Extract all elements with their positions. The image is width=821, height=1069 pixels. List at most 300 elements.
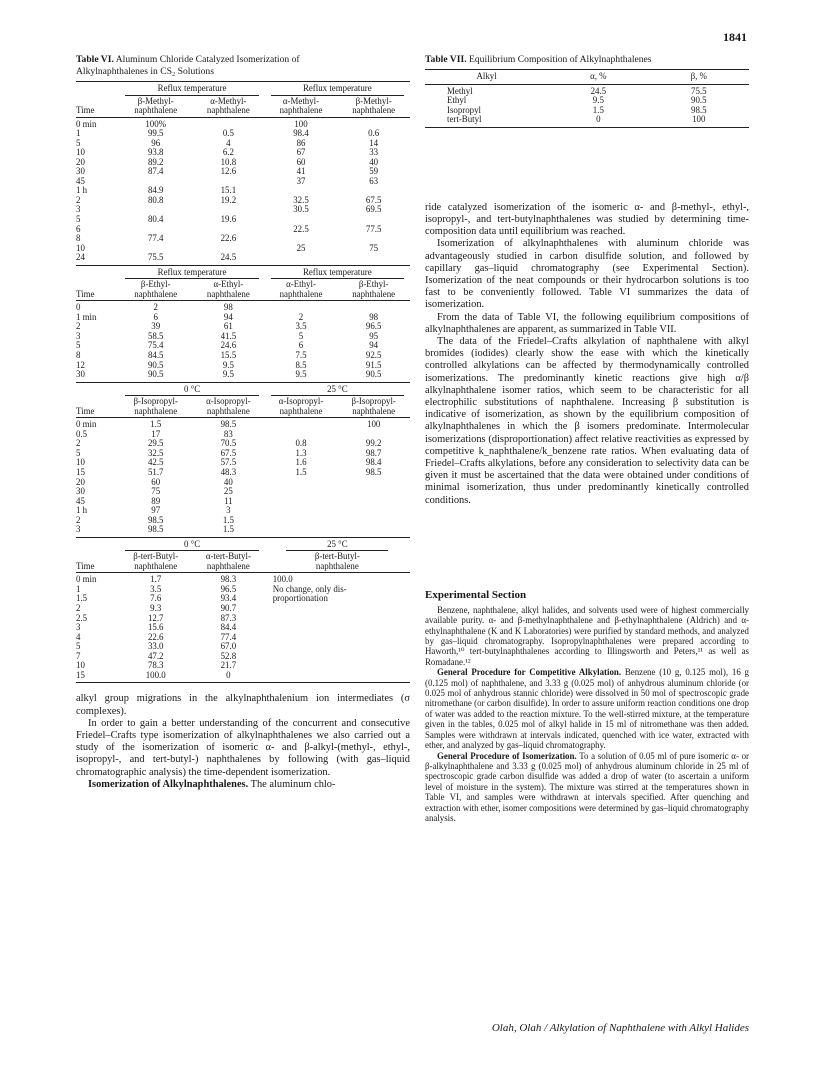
table7-alkyl-cell: Ethyl xyxy=(447,95,467,106)
table6-value-cell xyxy=(265,642,410,652)
table6-value-cell: 12.6 xyxy=(220,166,237,177)
table-row xyxy=(76,478,410,488)
table6-value-cell xyxy=(337,478,410,488)
table6-time-cell: 10 xyxy=(76,457,85,468)
table6-time-cell: 20 xyxy=(76,476,85,487)
table6-value-cell: 32.5 xyxy=(293,194,309,205)
table6-column-header-line1: β-Isopropyl- xyxy=(133,396,178,407)
table6-value-cell: 61 xyxy=(223,321,233,332)
table6-value-cell: 59 xyxy=(369,166,379,177)
table6-value-cell: 80.4 xyxy=(147,214,164,225)
table6-column-header-line2: naphthalene xyxy=(279,105,323,116)
table6-value-cell: 4 xyxy=(226,137,231,148)
table7-header-beta: β, % xyxy=(690,71,707,81)
table6-time-cell: 15 xyxy=(76,669,85,680)
table6-section-body xyxy=(76,117,410,265)
table6-value-cell: 98.3 xyxy=(220,574,237,585)
table-row xyxy=(76,361,410,371)
table6-column-header-line2: naphthalene xyxy=(206,105,250,116)
table6-value-cell: 17 xyxy=(151,428,161,439)
table6-section-4 xyxy=(76,538,410,684)
table6-column-header xyxy=(265,397,338,418)
table6-time-cell: 15 xyxy=(76,466,85,477)
table6-column-header xyxy=(337,397,410,418)
table6-value-cell: 0.5 xyxy=(222,128,234,139)
table6-value-cell: 25 xyxy=(296,242,306,253)
table6-value-cell: 8.5 xyxy=(295,359,307,370)
table6-time-cell: 30 xyxy=(76,166,85,177)
table6-value-cell: 98.5 xyxy=(220,419,237,430)
table6-group-header-label: Reflux temperature xyxy=(125,84,259,96)
table6-value-cell xyxy=(337,506,410,516)
table6-value-cell: 1.5 xyxy=(222,514,234,525)
table6-column-header-row xyxy=(76,97,410,118)
table6-value-cell: 9.3 xyxy=(150,602,162,613)
table6-value-cell: 52.8 xyxy=(220,650,237,661)
table7-caption-text: Equilibrium Composition of Alkylnaphthalenes xyxy=(469,54,652,65)
table7-header-alpha: α, % xyxy=(590,71,607,81)
experimental-heading: Experimental Section xyxy=(425,588,527,601)
table6-value-cell xyxy=(265,497,338,507)
table6-group-header-row xyxy=(76,266,410,281)
table7-caption xyxy=(425,54,749,66)
table6-section-3 xyxy=(76,383,410,538)
table6-value-cell: 98.5 xyxy=(147,524,164,535)
table6-section-body xyxy=(76,301,410,382)
table6-value-cell: 9.5 xyxy=(222,359,234,370)
table6-value-cell: 67.5 xyxy=(220,447,237,458)
table7-value-cell: 90.5 xyxy=(691,95,707,106)
table6-time-cell: 2 xyxy=(76,194,81,205)
table-row xyxy=(76,129,410,139)
table6-column-header-line2: naphthalene xyxy=(279,405,323,416)
table6-time-cell: 24 xyxy=(76,252,85,263)
table6-column-header-line2: naphthalene xyxy=(206,288,250,299)
table6-value-cell: 84.4 xyxy=(220,622,237,633)
table6-value-cell: 15.1 xyxy=(220,185,237,196)
table6-column-header-line2: naphthalene xyxy=(352,288,396,299)
table6-time-cell: 0 min xyxy=(76,118,97,129)
isomerization-run-head: Isomerization of Alkylnaphthalenes. xyxy=(88,778,249,790)
table6-value-cell: 22.6 xyxy=(147,631,164,642)
table6-value-cell: 78.3 xyxy=(147,660,164,671)
table6-value-cell: 25 xyxy=(223,486,233,497)
table6-value-cell: 90.5 xyxy=(365,369,382,380)
table6-time-cell: 6 xyxy=(76,223,81,234)
table6-value-cell: 86 xyxy=(296,137,306,148)
table7-value-cell: 9.5 xyxy=(592,95,604,106)
table6-time-cell: 0 xyxy=(76,302,81,313)
table-row xyxy=(76,573,410,585)
table-row xyxy=(76,671,410,683)
table6-value-cell xyxy=(337,516,410,526)
right-paragraph-4: The data of the Friedel–Crafts alkylation of naphthalene with alkyl bromides (iodides) clearly show the ease with which the kinetically controlled alkylations can be affected by thermodynamically controlled isomerizations. The predominantly kinetic reactions give high α/β alkylnaphthalene isomer ratios, which seem to be characteristic for all electrophilic substitutions of naphthalene. Increasing β substitution is indicative of isomerization, as shown by the equilibrium composition of alkylnaphthalenes in which the β isomers predominate. Intermolecular isomerizations (disproportionation) affect relative reactivities as expressed by competitive k_naphthalene/k_benzene rate ratios. When evaluating data of Friedel–Crafts alkylations, before any consideration to selectivity data can be given it must be ascertained that the data were obtained under conditions of minimal isomerization, thus under predominantly kinetically controlled conditions. xyxy=(425,335,749,506)
table6-value-cell: 41.5 xyxy=(220,330,237,341)
table6-value-cell: 1.6 xyxy=(295,457,307,468)
table6-value-cell: 63 xyxy=(369,175,379,186)
left-column xyxy=(76,54,410,791)
table6-time-cell: 20 xyxy=(76,156,85,167)
table6-time-header: Time xyxy=(76,405,95,416)
right-paragraph-2: Isomerization of alkylnaphthalenes with aluminum chloride was advantageously studied in carbon disulfide solution, and followed by capillary gas–liquid chromatography (see Experimental Section). Isomerization of the neat compounds or their hydrocarbon solutions is too fast to be conveniently followed. Table VI summarizes the data of isomerization. xyxy=(425,238,749,311)
table-row xyxy=(76,661,410,671)
table6-group-header-label: Reflux temperature xyxy=(271,268,405,280)
table6-value-cell xyxy=(265,478,338,488)
table6-column-header-line2: naphthalene xyxy=(134,288,178,299)
table6-time-cell: 30 xyxy=(76,486,85,497)
table6-time-cell: 10 xyxy=(76,147,85,158)
table6-value-cell: 84.5 xyxy=(147,350,164,361)
table6-column-header-line1: β-tert-Butyl- xyxy=(314,551,360,562)
table6-column-header-line2: naphthalene xyxy=(206,560,250,571)
table7-alkyl-cell: Isopropyl xyxy=(447,104,482,115)
table6-value-cell: 99.5 xyxy=(147,128,164,139)
table6-column-header-line1: β-Ethyl- xyxy=(140,279,171,290)
table6-value-cell: 89 xyxy=(151,495,161,506)
table6-value-cell: 19.6 xyxy=(220,214,237,225)
table6-time-cell: 45 xyxy=(76,175,85,186)
table6-column-header xyxy=(119,97,192,118)
table-row xyxy=(76,497,410,507)
table6-value-cell: 95 xyxy=(369,330,379,341)
table6-column-header xyxy=(192,552,265,573)
table6-time-cell: 1 xyxy=(76,583,81,594)
table6-value-cell xyxy=(265,253,338,265)
table6-value-cell xyxy=(265,661,410,671)
table7-value-cell: 100 xyxy=(692,114,706,125)
table6-column-header-line1: β-Isopropyl- xyxy=(351,396,396,407)
table6-value-cell: 19.2 xyxy=(220,194,237,205)
table6-group-header-label: Reflux temperature xyxy=(271,84,405,96)
table6-time-cell: 0 min xyxy=(76,419,97,430)
table7 xyxy=(425,69,749,128)
table-row xyxy=(76,301,410,313)
table6-time-cell: 8 xyxy=(76,350,81,361)
table6-column-header xyxy=(337,280,410,301)
table6 xyxy=(76,81,410,683)
table6-value-cell: 89.2 xyxy=(147,156,164,167)
table6-value-cell: 9.5 xyxy=(295,369,307,380)
table6-group-header xyxy=(265,383,410,398)
table6-value-cell: 100 xyxy=(367,419,381,430)
table6-value-cell: 77.5 xyxy=(365,223,382,234)
table6-value-cell: 21.7 xyxy=(220,660,237,671)
table7-value-cell: 1.5 xyxy=(592,104,604,115)
table-row xyxy=(76,487,410,497)
table6-time-cell: 2 xyxy=(76,438,81,449)
table-row xyxy=(76,351,410,361)
running-footer: Olah, Olah / Alkylation of Naphthalene with Alkyl Halides xyxy=(491,1022,749,1034)
experimental-paragraph-3 xyxy=(425,751,749,824)
table6-column-header xyxy=(119,552,192,573)
table6-value-cell: 93.8 xyxy=(147,147,164,158)
table-row xyxy=(76,614,410,624)
table6-value-cell: 70.5 xyxy=(220,438,237,449)
table6-time-cell: 30 xyxy=(76,369,85,380)
table6-time-cell: 10 xyxy=(76,660,85,671)
table-row xyxy=(76,341,410,351)
table6-value-cell: 2 xyxy=(153,302,158,313)
table6-value-cell: 90.5 xyxy=(147,369,164,380)
table6-column-header-line1: α-Isopropyl- xyxy=(278,396,324,407)
table6-column-header-line2: naphthalene xyxy=(279,288,323,299)
table7-label: Table VII. xyxy=(425,54,467,65)
table6-value-cell: 91.5 xyxy=(365,359,382,370)
table6-time-cell: 2.5 xyxy=(76,612,88,623)
table6-value-cell: 97 xyxy=(151,505,161,516)
table6-value-cell: 1.3 xyxy=(295,447,307,458)
table6-column-header-line2: naphthalene xyxy=(352,105,396,116)
table6-value-cell: 67 xyxy=(296,147,306,158)
table-row xyxy=(76,468,410,478)
table6-column-header xyxy=(119,280,192,301)
page-number: 1841 xyxy=(723,30,747,44)
table6-value-cell: 98.5 xyxy=(147,514,164,525)
table6-time-cell: 12 xyxy=(76,359,85,370)
table6-column-header-row xyxy=(76,552,410,573)
table6-time-cell: 0 min xyxy=(76,574,97,585)
table6-value-cell: 33 xyxy=(369,147,379,158)
table6-value-cell: 40 xyxy=(223,476,233,487)
table6-time-cell: 5 xyxy=(76,340,81,351)
table6-column-header-line1: α-Methyl- xyxy=(210,95,247,106)
table6-value-cell: 6 xyxy=(298,340,304,351)
table6-value-cell xyxy=(265,487,338,497)
table6-group-spacer xyxy=(76,538,119,553)
table6-value-cell xyxy=(337,497,410,507)
table6-caption-line2: Alkylnaphthalenes in CS₂ Solutions xyxy=(76,66,214,77)
table6-group-header-label: 25 °C xyxy=(286,540,388,552)
table6-value-cell: 98 xyxy=(369,311,379,322)
left-paragraph-3-text: The aluminum chlo- xyxy=(250,778,336,790)
table6-value-cell xyxy=(337,525,410,537)
table-row xyxy=(76,633,410,643)
table-row xyxy=(76,418,410,430)
table6-column-header-line1: α-Ethyl- xyxy=(213,279,244,290)
table6-time-cell: 1.5 xyxy=(76,593,88,604)
table6-value-cell: 98.7 xyxy=(365,447,382,458)
table6-section-2 xyxy=(76,266,410,383)
table6-time-header: Time xyxy=(76,105,95,116)
table6-time-cell: 5 xyxy=(76,214,81,225)
table6-value-cell: 100% xyxy=(145,118,167,129)
table-row xyxy=(76,439,410,449)
table6-value-cell: 2 xyxy=(298,311,304,322)
table6-time-cell: 3 xyxy=(76,524,81,535)
table-row xyxy=(76,253,410,265)
table6-value-cell: 39 xyxy=(151,321,161,332)
table6-value-cell: 75 xyxy=(369,242,379,253)
table6-column-header-line2: naphthalene xyxy=(206,405,250,416)
table6-time-cell: 5 xyxy=(76,447,81,458)
table6-time-cell: 5 xyxy=(76,641,81,652)
table7-value-cell: 24.5 xyxy=(590,85,607,96)
table6-group-header-row xyxy=(76,538,410,553)
table-row xyxy=(425,115,749,127)
table6-column-header-line1: α-Isopropyl- xyxy=(206,396,251,407)
table-row xyxy=(76,148,410,158)
table6-group-header-label: Reflux temperature xyxy=(125,268,259,280)
table-row xyxy=(76,215,410,225)
table6-column-header-row xyxy=(76,397,410,418)
isomerization-procedure-run-head: General Procedure of Isomerization. xyxy=(437,750,577,761)
table6-column-header xyxy=(192,397,265,418)
table6-value-cell: 41 xyxy=(296,166,306,177)
table-row xyxy=(76,332,410,342)
table6-column-header-row xyxy=(76,280,410,301)
table6-value-cell xyxy=(265,614,410,624)
table6-value-cell: 100 xyxy=(294,118,308,129)
table6-value-cell: 1.7 xyxy=(150,574,162,585)
table-row xyxy=(76,139,410,149)
table7-body xyxy=(425,84,749,127)
table-row xyxy=(76,196,410,206)
table6-value-cell: 33.0 xyxy=(147,641,164,652)
table6-time-cell: 3 xyxy=(76,204,81,215)
left-paragraph-3 xyxy=(76,779,410,791)
table-row xyxy=(76,430,410,440)
table6-value-cell: 100.0 xyxy=(145,669,166,680)
table6-value-cell: 99.2 xyxy=(365,438,382,449)
table6-value-cell: 84.9 xyxy=(147,185,164,196)
table6-column-header-line1: β-Ethyl- xyxy=(358,279,389,290)
experimental-paragraph-2-text: Benzene (10 g, 0.125 mol), 16 g (0.125 mol) of naphthalene, and 3.33 g (0.025 mol) of anhydrous aluminum chloride (or 0.025 mol of anhydrous stannic chloride) were dissolved in 50 mol of spectroscopic grade nitromethane (or carbon disulfide). In order to assure uniform reaction conditions one drop of water was added to the reaction mixture. To the well-stirred mixture, at the temperature given in the tables, 0.025 mol of alkyl halide in 15 ml of nitromethane was then added. Samples were withdrawn at intervals indicated, quenched with ice water, extracted with ether, and analyzed by gas–liquid chromatography. xyxy=(425,667,749,751)
table6-time-cell: 45 xyxy=(76,495,85,506)
table6-value-cell: 7.6 xyxy=(150,593,162,604)
table6-time-cell: 5 xyxy=(76,137,81,148)
right-paragraph-1: ride catalyzed isomerization of the isomeric α- and β-methyl-, ethyl-, isopropyl-, and tert-butylnaphthalenes was studied by determining time-composition data until equilibrium was reached. xyxy=(425,201,749,238)
right-column xyxy=(425,54,749,823)
table6-value-cell: 90.7 xyxy=(220,602,237,613)
table6-value-cell: 51.7 xyxy=(147,466,164,477)
table6-column-header xyxy=(192,280,265,301)
table6-group-spacer xyxy=(76,383,119,398)
experimental-paragraph-2 xyxy=(425,667,749,750)
table6-time-cell: 2 xyxy=(76,321,81,332)
table-row xyxy=(76,604,410,614)
table-row xyxy=(76,244,410,254)
table6-value-cell: 42.5 xyxy=(147,457,164,468)
table6-time-header: Time xyxy=(76,288,95,299)
table6-value-cell xyxy=(265,506,338,516)
table-row xyxy=(76,205,410,215)
competitive-alkylation-run-head: General Procedure for Competitive Alkylation. xyxy=(437,667,622,678)
table6-value-cell: 93.4 xyxy=(220,593,237,604)
table6-value-cell: 58.5 xyxy=(147,330,164,341)
table6-value-cell: 22.5 xyxy=(293,223,309,234)
table6-time-cell: 1 min xyxy=(76,311,97,322)
table6-value-cell xyxy=(265,604,410,614)
table6-value-cell: 37 xyxy=(296,175,306,186)
left-paragraph-2: In order to gain a better understanding of the concurrent and consecutive Friedel–Crafts type isomerization of alkylnaphthalenes we also carried out a study of the isomerization of isomeric α- and β-alkyl-(methyl-, ethyl-, isopropyl-, and tert-butyl-) naphthalenes by following (with gas–liquid chromatographic analysis) the time-dependent isomerization. xyxy=(76,717,410,778)
table6-value-cell: 75.5 xyxy=(147,252,164,263)
table6-value-cell: 98.4 xyxy=(365,457,382,468)
table6-value-cell: 0 xyxy=(226,669,231,680)
experimental-paragraph-3-text: To a solution of 0.05 ml of pure isomeric α- or β-alkylnaphthalene and 3.33 g (0.025 mol) of anhydrous aluminum chloride in 25 ml of spectroscopic grade carbon disulfide was added a drop of water (to ascertain a uniform level of moisture in the system). The mixture was stirred at the temperatures shown in Table VI, and samples were withdrawn at intervals specified. After quenching and extraction with ether, isomer compositions were determined by gas–liquid chromatography analysis. xyxy=(425,750,749,823)
table-row xyxy=(76,225,410,235)
table6-value-cell: 5 xyxy=(298,330,304,341)
table6-value-cell: 3.5 xyxy=(150,583,162,594)
table6-column-header-line2: naphthalene xyxy=(134,105,178,116)
table6-value-cell: 92.5 xyxy=(365,350,382,361)
table6-value-cell xyxy=(265,516,338,526)
table6-column-header-line2: naphthalene xyxy=(315,560,359,571)
table-row xyxy=(76,449,410,459)
table6-time-cell: 1 xyxy=(76,128,81,139)
table-row xyxy=(76,167,410,177)
table6-value-cell xyxy=(337,487,410,497)
table6-value-cell: 60 xyxy=(151,476,161,487)
table6-group-header xyxy=(119,266,264,281)
table6-time-cell: 2 xyxy=(76,602,81,613)
table6-value-cell: 77.4 xyxy=(220,631,237,642)
left-body-text xyxy=(76,693,410,791)
table-row xyxy=(76,186,410,196)
table-row xyxy=(76,642,410,652)
table6-value-cell: 11 xyxy=(224,495,233,506)
table6-time-cell: 0.5 xyxy=(76,428,88,439)
table6-group-header xyxy=(119,82,264,97)
table7-alkyl-cell: tert-Butyl xyxy=(447,114,482,125)
table6-value-cell: 3.5 xyxy=(295,321,307,332)
table6-value-cell: 24.5 xyxy=(220,252,237,263)
table6-value-cell: 40 xyxy=(369,156,379,167)
table6-label: Table VI. xyxy=(76,54,114,65)
table6-value-cell: 90.5 xyxy=(147,359,164,370)
table6-value-cell: 0.8 xyxy=(295,438,307,449)
table6-value-cell: 98 xyxy=(223,302,233,313)
table6-value-cell: 3 xyxy=(226,505,231,516)
table6-value-cell: 69.5 xyxy=(365,204,382,215)
table6-column-header-line2: naphthalene xyxy=(134,560,178,571)
table6-group-spacer xyxy=(76,82,119,97)
experimental-section xyxy=(425,589,749,824)
table6-column-header-line1: α-Ethyl- xyxy=(286,279,316,290)
table-row xyxy=(76,623,410,633)
table6-section-body xyxy=(76,418,410,538)
table6-column-header-line1: β-Methyl- xyxy=(355,95,392,106)
right-body-text xyxy=(425,202,749,507)
table6-value-cell: 32.5 xyxy=(147,447,164,458)
table-row xyxy=(76,458,410,468)
table6-value-cell: 98.4 xyxy=(293,128,309,139)
table6-group-header-row xyxy=(76,383,410,398)
table6-group-header xyxy=(119,538,264,553)
table-row xyxy=(76,177,410,187)
table6-column-header xyxy=(119,397,192,418)
table6-value-cell xyxy=(265,671,410,683)
table6-section-body xyxy=(76,573,410,683)
table6-column-header-line1: α-tert-Butyl- xyxy=(205,551,251,562)
table6-value-cell: 0.6 xyxy=(368,128,380,139)
table6-value-cell: 10.8 xyxy=(220,156,237,167)
table6-column-header-line2: naphthalene xyxy=(352,405,396,416)
table6-group-header-row xyxy=(76,82,410,97)
table6-value-cell xyxy=(265,418,338,430)
table6-time-cell: 4 xyxy=(76,631,81,642)
table6-value-cell: 67.0 xyxy=(220,641,237,652)
table6-group-header xyxy=(265,82,410,97)
table7-header-alkyl: Alkyl xyxy=(476,71,497,81)
table6-value-cell xyxy=(337,253,410,265)
table6-time-cell: 10 xyxy=(76,242,85,253)
table6-column-header xyxy=(192,97,265,118)
table6-column-header xyxy=(337,97,410,118)
table6-value-cell: 75 xyxy=(151,486,161,497)
table6-value-cell: 47.2 xyxy=(147,650,164,661)
table7-value-cell: 75.5 xyxy=(691,85,707,96)
table6-value-cell: 87.3 xyxy=(220,612,237,623)
